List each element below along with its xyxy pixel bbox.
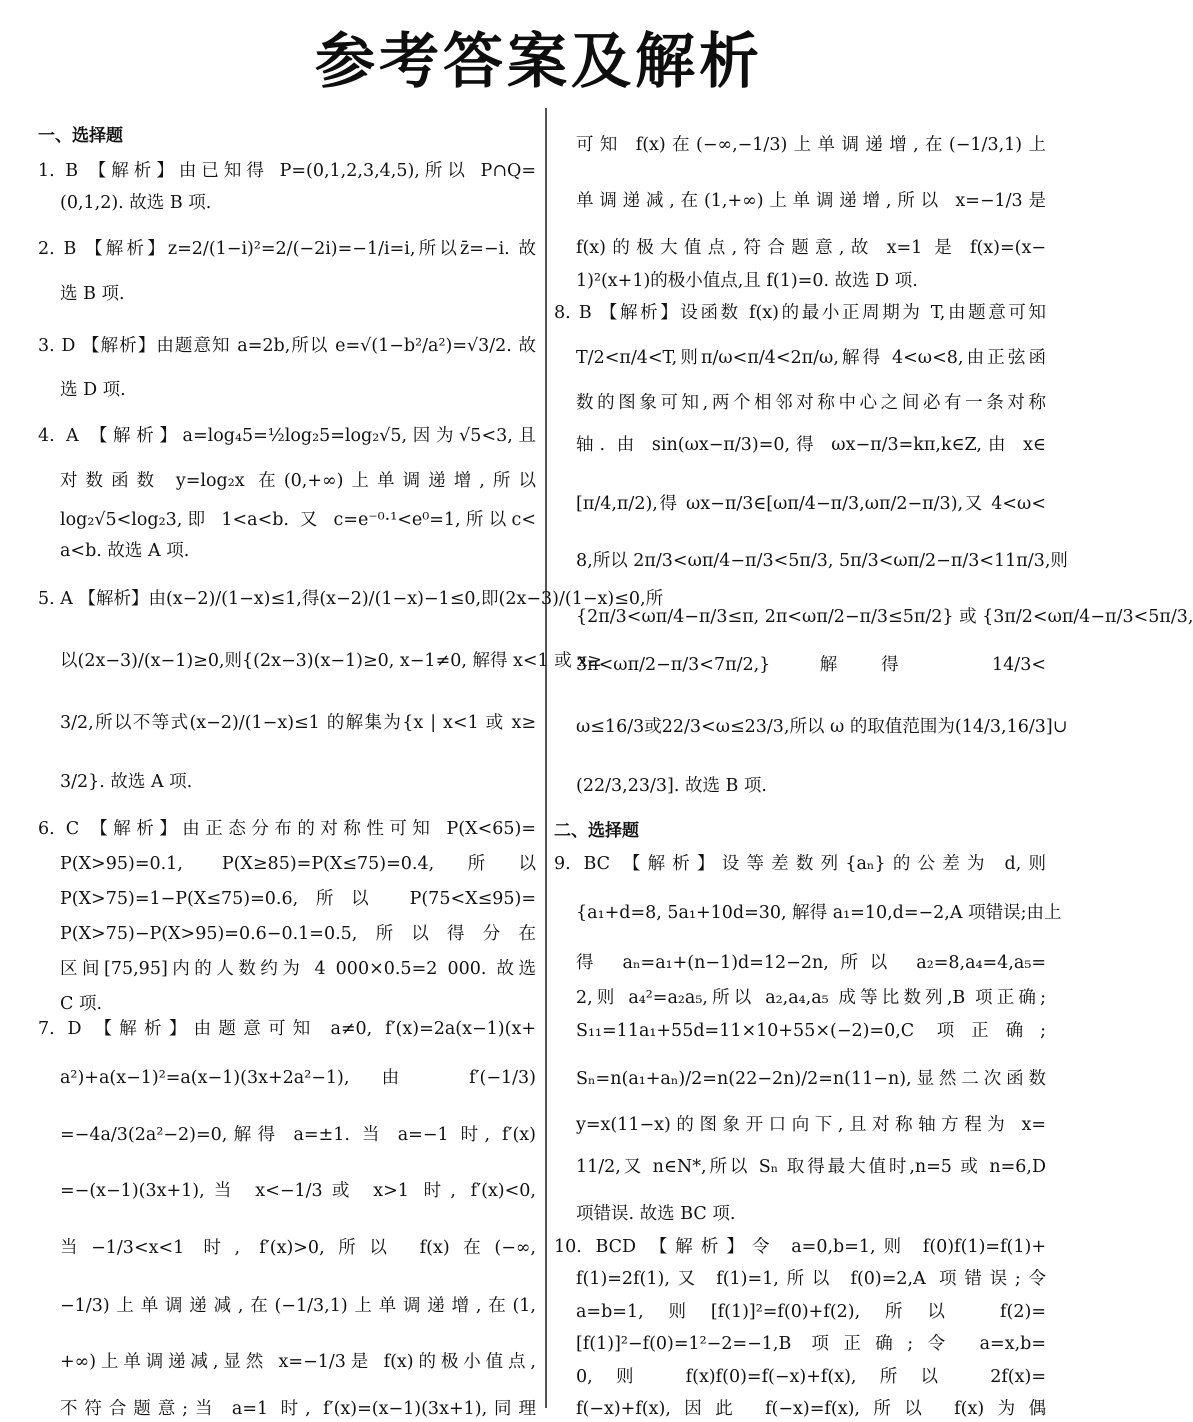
- text-line: {2π/3<ωπ/4−π/3≤π, 2π<ωπ/2−π/3≤5π/2} 或 {3π/2<ωπ/4−π/3<5π/3,: [576, 607, 1193, 627]
- text-line: 9. BC 【解析】设等差数列{aₙ}的公差为 d,则: [554, 854, 1046, 874]
- text-line: 2. B 【解析】z=2/(1−i)²=2/(−2i)=−1/i=i,所以z̄=−i. 故: [38, 239, 536, 259]
- text-line: f(−x)+f(x),因此 f(−x)=f(x),所以 f(x)为偶: [576, 1399, 1046, 1419]
- text-line: 6. C 【解析】由正态分布的对称性可知 P(X<65)=: [38, 819, 536, 839]
- text-line: 得 aₙ=a₁+(n−1)d=12−2n,所以 a₂=8,a₄=4,a₅=: [576, 953, 1046, 973]
- text-line: 3. D 【解析】由题意知 a=2b,所以 e=√(1−b²/a²)=√3/2. 故: [38, 336, 536, 356]
- text-line: 数的图象可知,两个相邻对称中心之间必有一条对称: [576, 393, 1046, 413]
- text-line: 3π<ωπ/2−π/3<7π/2,} 解得 14/3<: [576, 655, 1046, 675]
- text-line: Sₙ=n(a₁+aₙ)/2=n(22−2n)/2=n(11−n),显然二次函数: [576, 1069, 1046, 1089]
- text-line: a<b. 故选 A 项.: [60, 541, 190, 561]
- text-line: f(1)=2f(1),又 f(1)=1,所以 f(0)=2,A 项错误;令: [576, 1269, 1046, 1289]
- text-line: 以(2x−3)/(x−1)≥0,则{(2x−3)(x−1)≥0, x−1≠0, 解得 x<1 或 x≥: [60, 651, 602, 671]
- text-line: y=x(11−x)的图象开口向下,且对称轴方程为 x=: [576, 1115, 1046, 1135]
- text-line: 11/2,又 n∈N*,所以 Sₙ 取得最大值时,n=5 或 n=6,D: [576, 1157, 1046, 1177]
- text-line: T/2<π/4<T,则π/ω<π/4<2π/ω,解得 4<ω<8,由正弦函: [576, 348, 1046, 368]
- text-line: 3/2}. 故选 A 项.: [60, 772, 193, 792]
- text-line: a²)+a(x−1)²=a(x−1)(3x+2a²−1),由 f′(−1/3): [60, 1068, 536, 1088]
- text-line: S₁₁=11a₁+55d=11×10+55×(−2)=0,C 项正确;: [576, 1021, 1046, 1041]
- text-line: =−4a/3(2a²−2)=0,解得 a=±1. 当 a=−1 时, f′(x): [60, 1125, 536, 1145]
- text-line: 1)²(x+1)的极小值点,且 f(1)=0. 故选 D 项.: [576, 271, 918, 291]
- text-line: 选 B 项.: [60, 284, 125, 304]
- section-heading: 一、选择题: [38, 126, 123, 146]
- text-line: 项错误. 故选 BC 项.: [576, 1204, 736, 1224]
- text-line: 不符合题意;当 a=1 时, f′(x)=(x−1)(3x+1),同理: [60, 1399, 536, 1419]
- page-title: 参考答案及解析: [315, 27, 763, 97]
- text-line: log₂√5<log₂3,即 1<a<b. 又 c=e⁻⁰·¹<e⁰=1,所以c<: [60, 510, 536, 530]
- text-line: 8. B 【解析】设函数 f(x)的最小正周期为 T,由题意可知: [554, 303, 1046, 323]
- text-line: C 项.: [60, 994, 103, 1014]
- text-line: a=b=1,则[f(1)]²=f(0)+f(2),所以 f(2)=: [576, 1302, 1046, 1322]
- text-line: {a₁+d=8, 5a₁+10d=30, 解得 a₁=10,d=−2,A 项错误;由上: [576, 903, 1062, 923]
- text-line: 单调递减,在(1,+∞)上单调递增,所以 x=−1/3是: [576, 191, 1046, 211]
- text-line: −1/3)上单调递减,在(−1/3,1)上单调递增,在(1,: [60, 1296, 536, 1316]
- text-line: 10. BCD 【解析】令 a=0,b=1,则 f(0)f(1)=f(1)+: [554, 1237, 1046, 1257]
- text-line: [f(1)]²−f(0)=1²−2=−1,B 项正确;令 a=x,b=: [576, 1334, 1046, 1354]
- text-line: 8,所以 2π/3<ωπ/4−π/3<5π/3, 5π/3<ωπ/2−π/3<11π/3,则: [576, 551, 1068, 571]
- text-line: 区间[75,95]内的人数约为 4 000×0.5=2 000. 故选: [60, 959, 536, 979]
- text-line: 当−1/3<x<1 时, f′(x)>0,所以 f(x)在(−∞,: [60, 1238, 536, 1258]
- text-line: 5. A 【解析】由(x−2)/(1−x)≤1,得(x−2)/(1−x)−1≤0,即(2x−3)/(1−x)≤0,所: [38, 589, 664, 609]
- text-line: (0,1,2). 故选 B 项.: [60, 193, 212, 213]
- section-heading: 二、选择题: [554, 821, 639, 841]
- text-line: 1. B 【解析】由已知得 P=(0,1,2,3,4,5),所以 P∩Q=: [38, 161, 536, 181]
- text-line: 可知 f(x)在(−∞,−1/3)上单调递增,在(−1/3,1)上: [576, 135, 1046, 155]
- text-line: 选 D 项.: [60, 380, 126, 400]
- text-line: 7. D 【解析】由题意可知 a≠0, f′(x)=2a(x−1)(x+: [38, 1019, 536, 1039]
- text-line: 0,则 f(x)f(0)=f(−x)+f(x),所以 2f(x)=: [576, 1367, 1046, 1387]
- text-line: P(X>75)=1−P(X≤75)=0.6,所以 P(75<X≤95)=: [60, 889, 536, 909]
- text-line: (22/3,23/3]. 故选 B 项.: [576, 776, 767, 796]
- text-line: 4. A 【解析】a=log₄5=½log₂5=log₂√5,因为√5<3,且: [38, 426, 536, 446]
- text-line: 对数函数 y=log₂x 在(0,+∞)上单调递增,所以: [60, 471, 536, 491]
- text-line: P(X>75)−P(X>95)=0.6−0.1=0.5,所以得分在: [60, 924, 536, 944]
- text-line: 3/2,所以不等式(x−2)/(1−x)≤1 的解集为{x | x<1 或 x≥: [60, 713, 536, 733]
- text-line: +∞)上单调递减,显然 x=−1/3是 f(x)的极小值点,: [60, 1352, 536, 1372]
- text-line: =−(x−1)(3x+1),当 x<−1/3或 x>1 时, f′(x)<0,: [60, 1181, 536, 1201]
- text-line: 轴. 由 sin(ωx−π/3)=0,得 ωx−π/3=kπ,k∈Z,由 x∈: [576, 435, 1046, 455]
- text-line: f(x)的极大值点,符合题意,故 x=1 是 f(x)=(x−: [576, 238, 1046, 258]
- text-line: 2,则 a₄²=a₂a₅,所以 a₂,a₄,a₅ 成等比数列,B 项正确;: [576, 988, 1046, 1008]
- text-line: P(X>95)=0.1, P(X≥85)=P(X≤75)=0.4,所以: [60, 854, 536, 874]
- text-line: [π/4,π/2),得 ωx−π/3∈[ωπ/4−π/3,ωπ/2−π/3),又 4<ω<: [576, 494, 1046, 514]
- column-divider: [545, 108, 547, 1408]
- text-line: ω≤16/3或22/3<ω≤23/3,所以 ω 的取值范围为(14/3,16/3]∪: [576, 717, 1068, 737]
